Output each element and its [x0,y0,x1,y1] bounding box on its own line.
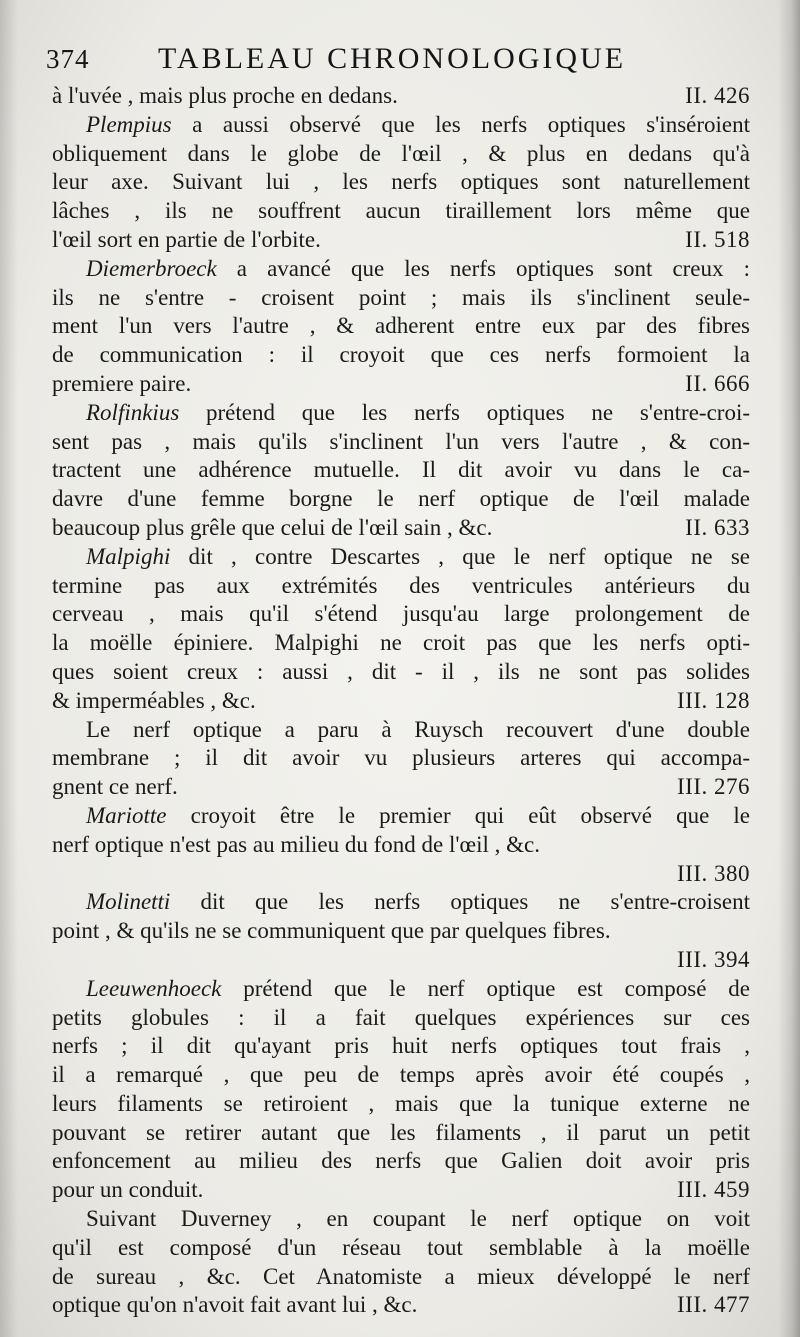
text-line [52,514,750,543]
text-line [52,370,750,399]
line-text: de communication : il croyoit que ces nerfs formoient la [52,342,750,368]
entry-paragraph [52,975,750,1205]
line-text: point , & qu'ils ne se communiquent que par quelques fibres. [52,918,611,944]
text-line [52,975,750,1004]
line-text: de sureau , &c. Cet Anatomiste a mieux développé le nerf [52,1263,750,1289]
text-line [52,543,750,572]
entry-paragraph [52,111,750,255]
line-text: la moëlle épiniere. Malpighi ne croit pas que les nerfs opti- [52,630,750,656]
text-line [52,1291,750,1320]
line-text: & imperméables , &c. [52,687,256,713]
line-text: optique qu'on n'avoit fait avant lui , &c. [52,1292,418,1318]
text-line [52,284,750,313]
text-line [52,1205,750,1234]
page-edge-shadow [778,0,800,1337]
line-text: nerfs ; il dit qu'ayant pris huit nerfs optiques tout frais , [52,1033,750,1059]
text-line [52,82,750,111]
line-text: premiere paire. [52,370,192,396]
volume-page-reference: III. 380 [677,860,750,886]
entry-paragraph [52,716,750,802]
line-text: sent pas , mais qu'ils s'inclinent l'un vers l'autre , & con- [52,428,750,454]
volume-page-reference: II. 426 [685,83,750,108]
line-text: gnent ce nerf. [52,774,178,800]
text-line [52,1263,750,1292]
text-line [52,1004,750,1033]
line-text: davre d'une femme borgne le nerf optique de l'œil malade [52,486,750,512]
entry-paragraph [52,543,750,716]
text-line [52,831,750,860]
text-line [52,1234,750,1263]
line-text [52,543,750,572]
author-name: Mariotte [86,802,167,828]
text-line [52,140,750,169]
page-title: TABLEAU CHRONOLOGIQUE [158,42,627,75]
line-text [52,975,750,1004]
text-line [52,111,750,140]
line-text: Suivant Duverney , en coupant le nerf optique on voit [86,1206,750,1232]
entry-paragraph [52,802,750,888]
line-text [52,399,750,428]
text-line [52,1119,750,1148]
text-line [52,572,750,601]
volume-page-reference: II. 666 [685,370,750,396]
author-name: Diemerbroeck [86,255,217,281]
line-text: Le nerf optique a paru à Ruysch recouvert d'une double [86,716,750,742]
line-text [52,888,750,917]
line-text: ils ne s'entre - croisent point ; mais ils s'inclinent seule- [52,284,750,310]
line-text [52,802,750,831]
text-line [52,168,750,197]
text-line [52,773,750,802]
line-text: ment l'un vers l'autre , & adherent entre eux par des fibres [52,313,750,339]
line-text: l'œil sort en partie de l'orbite. [52,226,321,252]
text-line [52,1147,750,1176]
text-line [52,629,750,658]
text-line [52,255,750,284]
line-text: petits globules : il a fait quelques expériences sur ces [52,1004,750,1030]
line-text: pour un conduit. [52,1177,204,1203]
line-text: leurs filaments se retiroient , mais que la tunique externe ne [52,1090,750,1116]
entry-paragraph [52,399,750,543]
author-name: Malpighi [86,543,171,569]
page-number: 374 [46,44,90,74]
line-text: beaucoup plus grêle que celui de l'œil sain , &c. [52,514,493,540]
text-line [52,226,750,255]
volume-page-reference: III. 128 [677,687,750,713]
line-text: cerveau , mais qu'il s'étend jusqu'au large prolongement de [52,601,750,627]
line-text [52,111,750,140]
line-text: tractent une adhérence mutuelle. Il dit avoir vu dans le ca- [52,457,750,483]
text-line [52,802,750,831]
volume-page-reference: III. 394 [677,946,750,972]
entry-paragraph [52,888,750,974]
line-rest: croyoit être le premier qui eût observé que le [166,802,750,828]
line-text: leur axe. Suivant lui , les nerfs optiques sont naturellement [52,169,750,195]
line-rest: dit , contre Descartes , que le nerf optique ne se [170,543,750,569]
text-line [52,197,750,226]
line-text: lâches , ils ne souffrent aucun tiraillement lors même que [52,198,750,224]
line-text: nerf optique n'est pas au milieu du fond de l'œil , &c. [52,831,540,857]
text-line [52,312,750,341]
text-line [52,456,750,485]
body-text [52,82,750,1320]
text-line [52,917,750,946]
text-line [52,1032,750,1061]
line-text: obliquement dans le globe de l'œil , & plus en dedans qu'à [52,140,750,166]
entry-paragraph [52,1205,750,1320]
volume-page-reference: III. 459 [677,1177,750,1203]
line-text: enfoncement au milieu des nerfs que Galien doit avoir pris [52,1148,750,1174]
text-line [52,716,750,745]
text-line [52,888,750,917]
text-line [52,658,750,687]
text-line [52,399,750,428]
line-rest: a avancé que les nerfs optiques sont creux : [216,255,750,281]
text-line [52,600,750,629]
text-line [52,485,750,514]
text-line [52,1176,750,1205]
page-gutter-shadow [0,0,18,1337]
line-text: qu'il est composé d'un réseau tout semblable à la moëlle [52,1234,750,1260]
text-line [52,428,750,457]
text-line [52,687,750,716]
line-text: pouvant se retirer autant que les filaments , il parut un petit [52,1119,750,1145]
line-text: termine pas aux extrémités des ventricules antérieurs du [52,572,750,598]
author-name: Leeuwenhoeck [86,975,222,1001]
running-head [46,40,746,80]
volume-page-reference: III. 477 [677,1292,750,1318]
entry-paragraph [52,255,750,399]
line-text: à l'uvée , mais plus proche en dedans. [52,83,398,108]
line-text [52,255,750,284]
line-text: ques soient creux : aussi , dit - il , ils ne sont pas solides [52,658,750,684]
text-line [52,744,750,773]
line-rest: dit que les nerfs optiques ne s'entre-croisent [170,889,750,915]
line-text: membrane ; il dit avoir vu plusieurs arteres qui accompa- [52,745,750,771]
entry-paragraph [52,82,750,111]
volume-page-reference: III. 276 [677,774,750,800]
text-line [52,1061,750,1090]
volume-page-reference: II. 518 [685,226,750,252]
text-line [52,1090,750,1119]
line-rest: prétend que les nerfs optiques ne s'entre-croi- [179,399,750,425]
author-name: Rolfinkius [86,399,180,425]
author-name: Molinetti [86,889,171,915]
volume-page-reference: II. 633 [685,514,750,540]
text-line [52,341,750,370]
line-rest: a aussi observé que les nerfs optiques s'inséroient [171,111,750,137]
author-name: Plempius [86,111,172,137]
line-text: il a remarqué , que peu de temps après avoir été coupés , [52,1062,750,1088]
line-rest: prétend que le nerf optique est composé de [221,975,750,1001]
